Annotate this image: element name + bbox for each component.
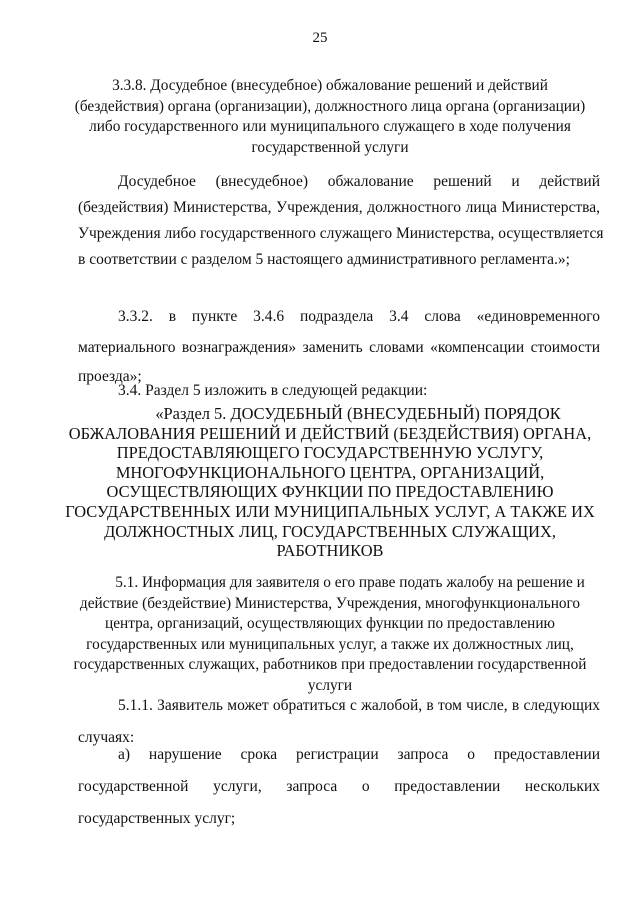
heading-line: действие (бездействие) Министерства, Учреждения, многофункционального bbox=[79, 594, 581, 612]
paragraph-line: государственных услуг; bbox=[78, 810, 236, 827]
list-item-a bbox=[78, 745, 600, 829]
heading-line: государственной услуги bbox=[251, 138, 409, 156]
page-number: 25 bbox=[312, 30, 328, 46]
paragraph-appeal bbox=[78, 172, 604, 270]
heading-line: либо государственного или муниципального служащего в ходе получения bbox=[89, 118, 571, 135]
heading-line: (бездействия) органа (организации), должностного лица органа (организации) bbox=[74, 97, 586, 115]
paragraph-line: случаях: bbox=[78, 729, 135, 746]
heading-line: государственных служащих, работников при предоставлении государственной bbox=[73, 656, 587, 673]
title-line: ОСУЩЕСТВЛЯЮЩИХ ФУНКЦИИ ПО ПРЕДОСТАВЛЕНИЮ bbox=[106, 482, 554, 502]
title-line: ДОЛЖНОСТНЫХ ЛИЦ, ГОСУДАРСТВЕННЫХ СЛУЖАЩИХ, bbox=[104, 521, 556, 541]
paragraph-line: (бездействия) Министерства, Учреждения, должностного лица Министерства, bbox=[78, 199, 600, 216]
section-5-title bbox=[60, 404, 600, 561]
paragraph-line: Учреждения либо государственного служащего Министерства, осуществляется bbox=[78, 225, 604, 242]
paragraph-line: 5.1.1. Заявитель может обратиться с жалобой, в том числе, в следующих bbox=[118, 697, 600, 714]
title-line: МНОГОФУНКЦИОНАЛЬНОГО ЦЕНТРА, ОРГАНИЗАЦИЙ, bbox=[115, 462, 545, 482]
paragraph-34: 3.4. Раздел 5 изложить в следующей редакции: bbox=[118, 382, 428, 399]
paragraph-line: государственной услуги, запроса о предоставлении нескольких bbox=[78, 778, 600, 795]
paragraph-line: материального вознаграждения» заменить словами «компенсации стоимости bbox=[78, 339, 600, 356]
title-line: ПРЕДОСТАВЛЯЮЩЕГО ГОСУДАРСТВЕННУЮ УСЛУГУ, bbox=[116, 443, 544, 463]
title-line: ГОСУДАРСТВЕННЫХ ИЛИ МУНИЦИПАЛЬНЫХ УСЛУГ, А ТАКЖЕ ИХ bbox=[65, 501, 595, 521]
title-line: РАБОТНИКОВ bbox=[276, 541, 384, 561]
heading-line: 3.3.8. Досудебное (внесудебное) обжалование решений и действий bbox=[112, 77, 548, 94]
paragraph-511 bbox=[78, 696, 600, 748]
paragraph-line: 3.3.2. в пункте 3.4.6 подраздела 3.4 слова «единовременного bbox=[118, 308, 600, 325]
paragraph-line: а) нарушение срока регистрации запроса о предоставлении bbox=[118, 746, 600, 763]
heading-line: центра, организаций, осуществляющих функции по предоставлению bbox=[105, 615, 555, 632]
heading-line: 5.1. Информация для заявителя о его праве подать жалобу на решение и bbox=[115, 574, 585, 591]
heading-line: государственных или муниципальных услуг, а также их должностных лиц, bbox=[86, 635, 574, 653]
paragraph-332 bbox=[78, 307, 600, 387]
section-51-heading bbox=[60, 573, 600, 696]
paragraph-line: Досудебное (внесудебное) обжалование решений и действий bbox=[118, 173, 600, 190]
paragraph-line: в соответствии с разделом 5 настоящего административного регламента.»; bbox=[78, 251, 570, 268]
heading-line: услуги bbox=[307, 676, 353, 694]
title-line: ОБЖАЛОВАНИЯ РЕШЕНИЙ И ДЕЙСТВИЙ (БЕЗДЕЙСТВИЯ) ОРГАНА, bbox=[68, 423, 592, 443]
section-338-heading bbox=[60, 76, 600, 158]
paragraph-line: проезда»; bbox=[78, 368, 142, 385]
title-line: «Раздел 5. ДОСУДЕБНЫЙ (ВНЕСУДЕБНЫЙ) ПОРЯДОК bbox=[155, 404, 561, 423]
